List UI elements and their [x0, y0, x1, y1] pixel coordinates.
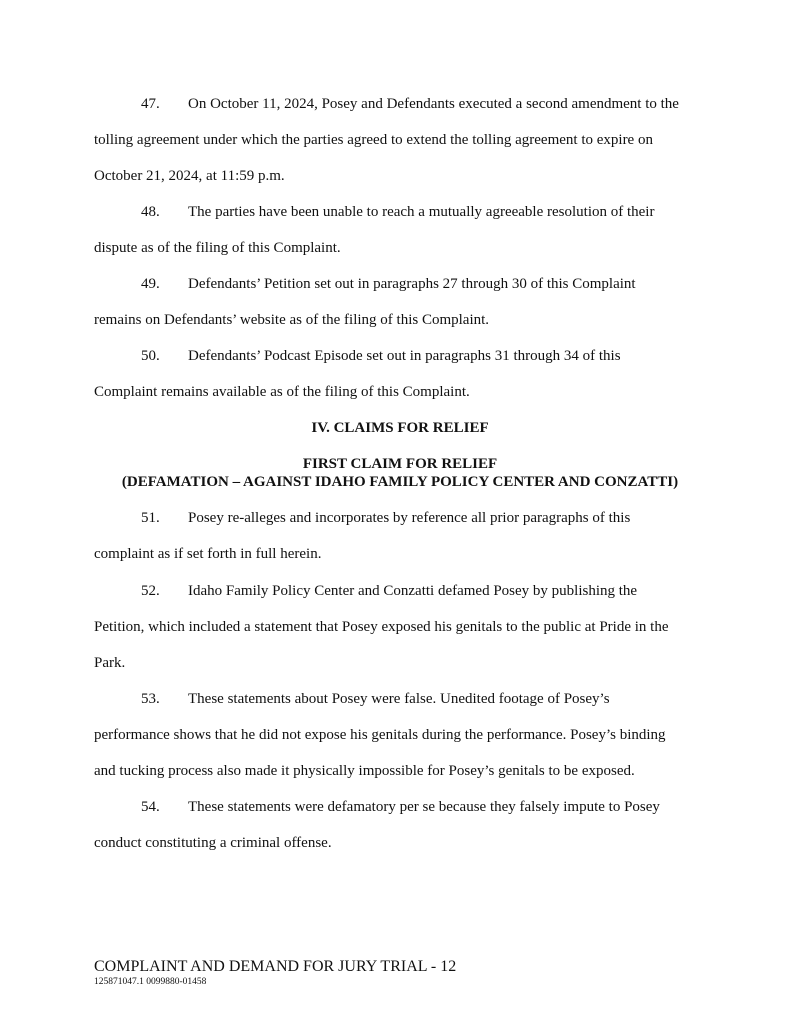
paragraph-text: complaint as if set forth in full herein.	[94, 546, 322, 562]
paragraph-text: performance shows that he did not expose his genitals during the performance. Posey’s binding	[94, 727, 666, 743]
claim-title: FIRST CLAIM FOR RELIEF	[302, 456, 498, 472]
paragraph-number: 54.	[141, 799, 160, 815]
paragraph-text: Defendants’ Petition set out in paragraphs 27 through 30 of this Complaint	[188, 276, 636, 292]
paragraph-number: 49.	[141, 276, 160, 292]
paragraph-text: and tucking process also made it physically impossible for Posey’s genitals to be exposed.	[94, 763, 635, 779]
paragraph-text: October 21, 2024, at 11:59 p.m.	[94, 168, 285, 184]
paragraph-text: dispute as of the filing of this Complaint.	[94, 240, 341, 256]
paragraph-text: Park.	[94, 655, 126, 671]
paragraph-number: 53.	[141, 691, 160, 707]
paragraph-text: Defendants’ Podcast Episode set out in paragraphs 31 through 34 of this	[188, 348, 621, 364]
paragraph-number: 47.	[141, 96, 160, 112]
section-heading: IV. CLAIMS FOR RELIEF	[311, 420, 489, 436]
paragraph-text: Complaint remains available as of the filing of this Complaint.	[94, 384, 470, 400]
paragraph-text: These statements about Posey were false. Unedited footage of Posey’s	[188, 691, 610, 707]
footer-document-id: 125871047.1 0099880-01458	[94, 977, 207, 987]
claim-subtitle: (DEFAMATION – AGAINST IDAHO FAMILY POLICY CENTER AND CONZATTI)	[121, 474, 679, 490]
paragraph-text: These statements were defamatory per se because they falsely impute to Posey	[188, 799, 660, 815]
paragraph-text: tolling agreement under which the parties agreed to extend the tolling agreement to expire on	[94, 132, 653, 148]
paragraph-text: remains on Defendants’ website as of the filing of this Complaint.	[94, 312, 490, 328]
paragraph-text: Idaho Family Policy Center and Conzatti defamed Posey by publishing the	[188, 583, 638, 599]
paragraph-text: conduct constituting a criminal offense.	[94, 835, 332, 851]
paragraph-text: Posey re-alleges and incorporates by reference all prior paragraphs of this	[188, 510, 631, 526]
paragraph-number: 51.	[141, 510, 160, 526]
paragraph-number: 48.	[141, 204, 160, 220]
paragraph-number: 50.	[141, 348, 160, 364]
paragraph-text: The parties have been unable to reach a mutually agreeable resolution of their	[188, 204, 655, 220]
paragraph-text: On October 11, 2024, Posey and Defendants executed a second amendment to the	[188, 96, 679, 112]
paragraph-number: 52.	[141, 583, 160, 599]
footer-title: COMPLAINT AND DEMAND FOR JURY TRIAL - 12	[94, 958, 457, 975]
paragraph-text: Petition, which included a statement that Posey exposed his genitals to the public at Pride in the	[94, 619, 669, 635]
